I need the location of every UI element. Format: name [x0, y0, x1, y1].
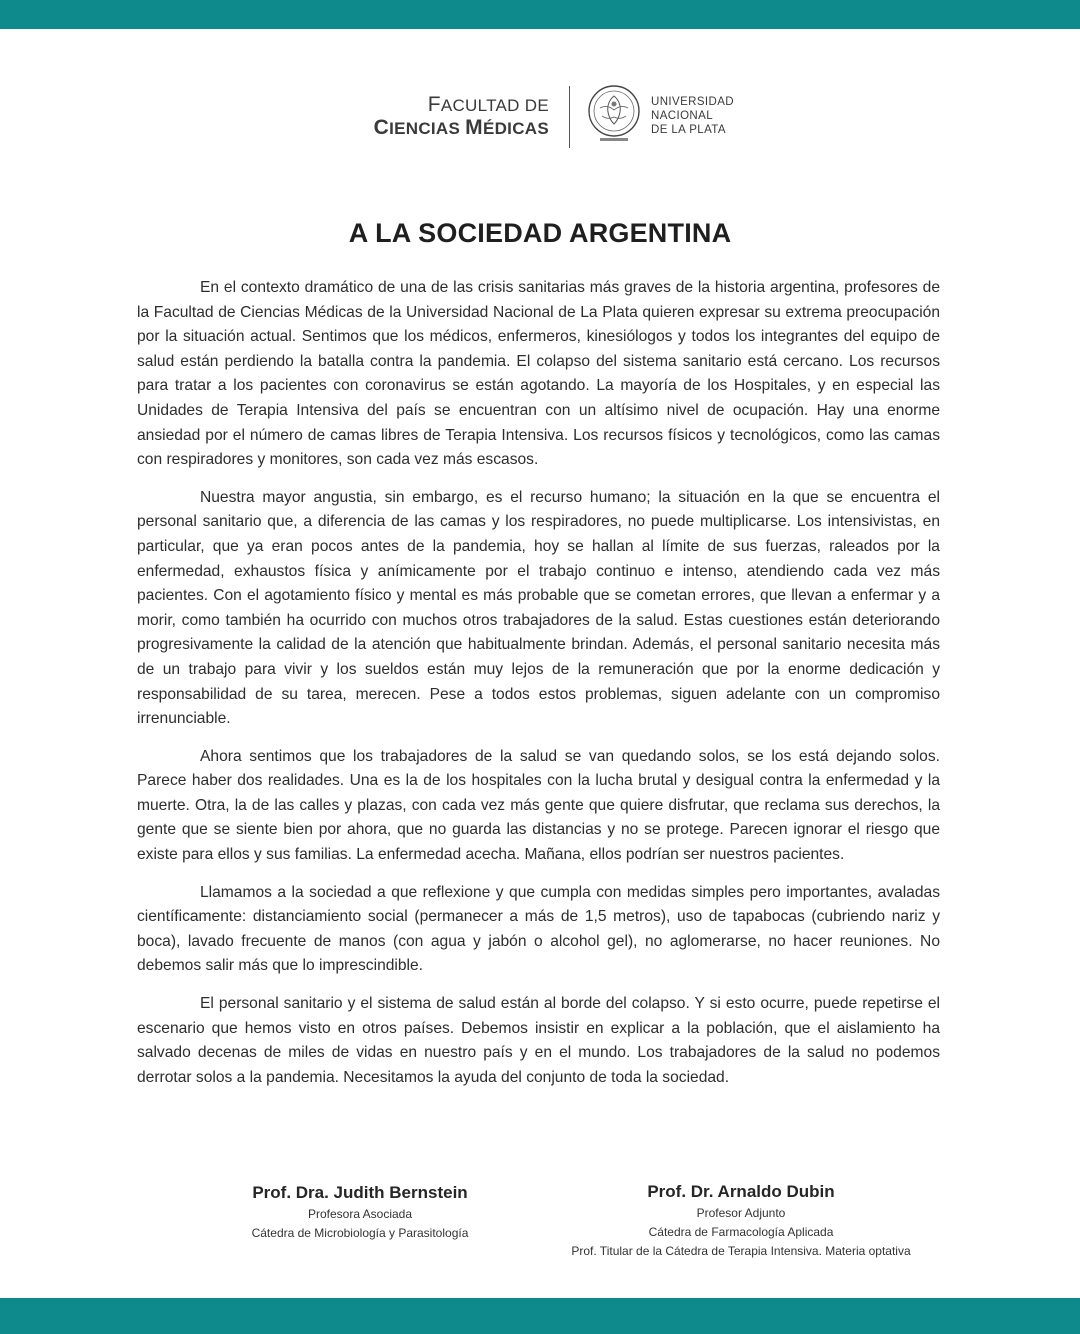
- paragraph: El personal sanitario y el sistema de salud están al borde del colapso. Y si esto ocurre, puede repetirse el escenario que hemos visto en otros países. Debemos insistir en explicar a la población, que el aislamiento ha salvado decenas de miles de vidas en nuestro país y en el mundo. Los trabajadores de la salud no podemos derrotar solos a la pandemia. Necesitamos la ayuda del conjunto de toda la sociedad.: [137, 995, 940, 1086]
- bottom-color-band: [0, 1298, 1080, 1334]
- university-name: [651, 95, 734, 137]
- paragraph: Ahora sentimos que los trabajadores de la salud se van quedando solos, se los está dejando solos. Parece haber dos realidades. Una es la de los hospitales con la lucha brutal y desigual contra la enfermedad y la muerte. Otra, la de las calles y plazas, con cada vez más gente que quiere disfrutar, que reclama sus derechos, la gente que se siente bien por ahora, que no guarda las distancias y no se protege. Parecen ignorar el riesgo que existe para ellos y sus familias. La enfermedad acecha. Mañana, ellos podrían ser nuestros pacientes.: [137, 747, 940, 864]
- signatory-role: Profesora Asociada: [307, 1207, 413, 1221]
- signatory-name: Prof. Dra. Judith Bernstein: [252, 1183, 468, 1202]
- university-seal-icon: [587, 84, 641, 146]
- top-color-band: [0, 0, 1080, 29]
- letterhead: [0, 84, 1080, 150]
- paragraph: Llamamos a la sociedad a que reflexione y que cumpla con medidas simples pero importantes, avaladas científicamente: distanciamiento social (permanecer a más de 1,5 metros), uso de tapabocas (cubriendo nariz y boca), lavado frecuente de manos (con agua y jabón o alcohol gel), no aglomerarse, no hacer reuniones. No debemos salir más que lo imprescindible.: [137, 883, 940, 975]
- document-title: A LA SOCIEDAD ARGENTINA: [348, 218, 732, 248]
- faculty-logotype: [374, 94, 549, 140]
- university-line: DE LA PLATA: [651, 124, 726, 136]
- signatory-chair: Cátedra de Microbiología y Parasitología: [251, 1226, 469, 1240]
- signatory-chair-2: Prof. Titular de la Cátedra de Terapia Intensiva. Materia optativa: [571, 1244, 911, 1258]
- university-line: UNIVERSIDAD: [651, 96, 734, 108]
- faculty-line-2: CIENCIAS MÉDICAS: [373, 116, 549, 139]
- university-line: NACIONAL: [651, 110, 713, 122]
- signature-block-bernstein: [210, 1181, 510, 1243]
- signatory-chair: Cátedra de Farmacología Aplicada: [648, 1225, 834, 1239]
- paragraph: En el contexto dramático de una de las crisis sanitarias más graves de la historia argentina, profesores de la Facultad de Ciencias Médicas de la Universidad Nacional de La Plata quieren expresar su extrema preocupación por la situación actual. Sentimos que los médicos, enfermeros, kinesiólogos y todos los integrantes del equipo de salud están perdiendo la batalla contra la pandemia. El colapso del sistema sanitario está cercano. Los recursos para tratar a los pacientes con coronavirus se están agotando. La mayoría de los Hospitales, y en especial las Unidades de Terapia Intensiva del país se encuentran con un altísimo nivel de ocupación. Hay una enorme ansiedad por el número de camas libres de Terapia Intensiva. Los recursos físicos y tecnológicos, como las camas con respiradores y monitores, son cada vez más escasos.: [137, 279, 940, 469]
- signature-block-dubin: [541, 1180, 941, 1261]
- signatory-name: Prof. Dr. Arnaldo Dubin: [647, 1182, 835, 1201]
- header-divider: [569, 86, 570, 148]
- signatory-role: Profesor Adjunto: [696, 1206, 786, 1220]
- faculty-line-1: FACULTAD DE: [427, 93, 549, 116]
- paragraph: Nuestra mayor angustia, sin embargo, es el recurso humano; la situación en la que se encuentra el personal sanitario que, a diferencia de las camas y los respiradores, no puede multiplicarse. Los intensivistas, en particular, que ya eran pocos antes de la pandemia, hoy se hallan al límite de sus fuerzas, raleados por la enfermedad, exhaustos física y anímicamente por el trabajo continuo e intenso, atendiendo cada vez más pacientes. Con el agotamiento físico y mental es más probable que se cometan errores, que llevan a enfermar y a morir, como también ha ocurrido con muchos otros trabajadores de la salud. Estas cuestiones están deteriorando progresivamente la calidad de la atención que habitualmente brindan. Además, el personal sanitario necesita más de un trabajo para vivir y los sueldos están muy lejos de la remuneración que por la enorme dedicación y responsabilidad de su tarea, merecen. Pese a todos estos problemas, siguen adelante con un compromiso irrenunciable.: [137, 488, 940, 728]
- letter-body: [137, 276, 940, 1103]
